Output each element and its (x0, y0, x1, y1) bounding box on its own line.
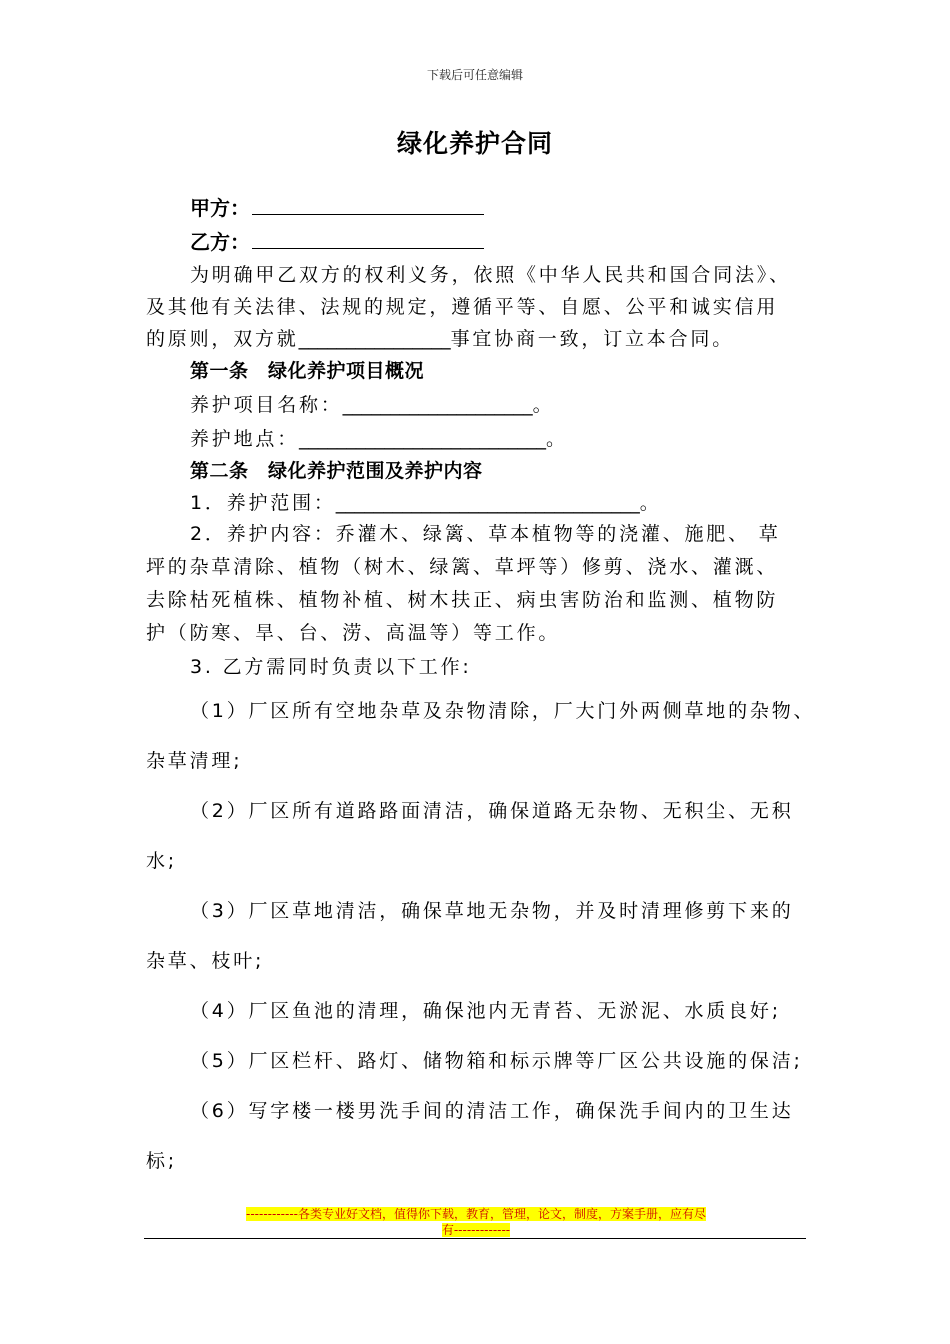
intro-line-1: 为明确甲乙双方的权利义务，依照《中华人民共和国合同法》、 (190, 264, 791, 286)
intro-line-3-pre: 的原则，双方就 (146, 328, 299, 350)
document-title: 绿化养护合同 (396, 129, 553, 158)
footer-promo-line-2: 有------------- (441, 1223, 511, 1237)
party-a-label: 甲方： (190, 196, 250, 220)
content-line-1: 2．养护内容：乔灌木、绿篱、草本植物等的浇灌、施肥、 草 (190, 523, 781, 545)
party-b-blank (252, 230, 484, 249)
content-line-2: 坪的杂草清除、植物（树木、绿篱、草坪等）修剪、浇水、灌溉、 (146, 556, 779, 578)
duty-6-line-1: （6）写字楼一楼男洗手间的清洁工作，确保洗手间内的卫生达 (190, 1100, 794, 1122)
duty-6-line-2: 标; (146, 1150, 178, 1172)
party-b-line (190, 226, 484, 255)
party-a-blank (252, 196, 484, 215)
scope-line (190, 488, 659, 515)
scope-label: 1．养护范围： (190, 492, 336, 514)
project-place-blank: __________________________。 (299, 428, 566, 450)
duty-3-line-1: （3）厂区草地清洁，确保草地无杂物，并及时清理修剪下来的 (190, 900, 794, 922)
footer-divider (144, 1238, 806, 1239)
project-name-line (190, 390, 552, 417)
duty-4-line: （4）厂区鱼池的清理，确保池内无青苔、无淤泥、水质良好; (190, 1000, 781, 1022)
footer-promo-note (182, 1206, 770, 1238)
duty-2-line-2: 水; (146, 850, 178, 872)
duty-5-line: （5）厂区栏杆、路灯、储物箱和标示牌等厂区公共设施的保洁; (190, 1050, 803, 1072)
party-b-label: 乙方： (190, 230, 250, 254)
scope-blank: ________________________________。 (335, 492, 659, 514)
content-line-3: 去除枯死植株、植物补植、树木扶正、病虫害防治和监测、植物防 (146, 589, 779, 611)
duty-3-line-2: 杂草、枝叶; (146, 950, 265, 972)
matter-blank: ________________ (298, 328, 451, 350)
project-name-label: 养护项目名称： (190, 394, 343, 416)
intro-line-3-post: 事宜协商一致，订立本合同。 (450, 328, 735, 350)
content-line-4: 护（防寒、旱、台、涝、高温等）等工作。 (146, 622, 561, 644)
intro-line-2: 及其他有关法律、法规的规定，遵循平等、自愿、公平和诚实信用 (146, 296, 779, 318)
article-2-heading: 第二条 绿化养护范围及养护内容 (190, 460, 483, 482)
duty-1-line-1: （1）厂区所有空地杂草及杂物清除，厂大门外两侧草地的杂物、 (190, 700, 816, 722)
item-3-heading: 3. 乙方需同时负责以下工作: (190, 656, 472, 678)
duty-2-line-1: （2）厂区所有道路路面清洁，确保道路无杂物、无积尘、无积 (190, 800, 794, 822)
project-place-line (190, 424, 565, 451)
footer-promo-line-1: ------------各类专业好文档，值得你下载，教育，管理，论文，制度，方案手册，应有尽 (246, 1207, 706, 1221)
header-note: 下载后可任意编辑 (426, 68, 523, 82)
duty-1-line-2: 杂草清理; (146, 750, 243, 772)
article-1-heading: 第一条 绿化养护项目概况 (190, 360, 425, 382)
project-name-blank: ____________________。 (342, 394, 552, 416)
project-place-label: 养护地点： (190, 428, 300, 450)
party-a-line (190, 192, 484, 221)
intro-line-3 (146, 324, 734, 351)
